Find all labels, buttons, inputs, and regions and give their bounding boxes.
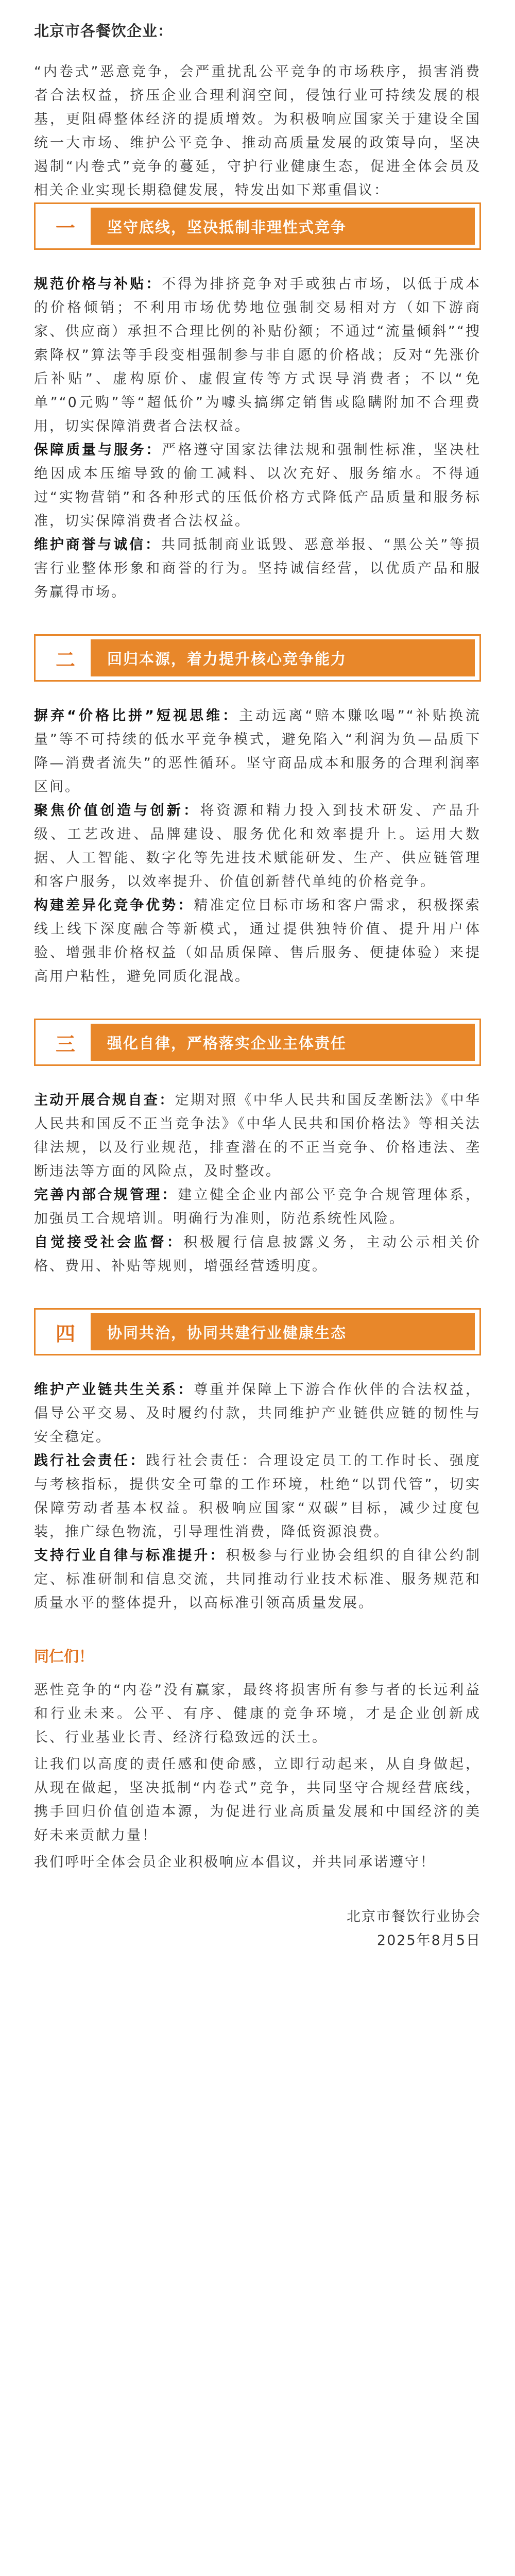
section-header: [34, 1308, 481, 1355]
section: [34, 634, 481, 989]
section-item: [34, 1231, 481, 1278]
section-item: [34, 704, 481, 799]
section-item: [34, 1544, 481, 1615]
section-item: [34, 273, 481, 438]
item-label: 聚焦价值创造与创新：: [34, 803, 200, 819]
item-text: 严格遵守国家法律法规和强制性标准，坚决杜绝因成本压缩导致的偷工减料、以次充好、服务缩水。不得通过“实物营销”和各种形式的压低价格方式降低产品质量和服务标准，切实保障消费者合法权益。: [34, 442, 481, 529]
section-title: 回归本源，着力提升核心竞争能力: [107, 650, 347, 668]
closing-paragraph: 让我们以高度的责任感和使命感，立即行动起来，从自身做起，从现在做起，坚决抵制“内卷式”竞争，共同坚守合规经营底线，携手回归价值创造本源，为促进行业高质量发展和中国经济的美好未来贡献力量！: [34, 1756, 481, 1843]
item-label: 维护产业链共生关系：: [34, 1382, 194, 1398]
signature-org: 北京市餐饮行业协会: [347, 1909, 481, 1925]
section-header-bar: [40, 639, 475, 676]
section-item: [34, 1449, 481, 1544]
item-label: 自觉接受社会监督：: [34, 1234, 184, 1250]
section-item: [34, 533, 481, 604]
section-header-bar: [40, 1024, 475, 1061]
section-header-bar: [40, 1313, 475, 1350]
section-item: [34, 1089, 481, 1183]
section-header: [34, 634, 481, 682]
closing-paragraph: 我们呼吁全体会员企业积极响应本倡议，并共同承诺遵守！: [34, 1854, 436, 1870]
item-text: 将资源和精力投入到技术研发、产品升级、工艺改进、品牌建设、服务优化和效率提升上。运用大数据、人工智能、数字化等先进技术赋能研发、生产、供应链管理和客户服务，以效率提升、价值创新替代单纯的价格竞争。: [34, 803, 482, 890]
item-text: 不得为排挤竞争对手或独占市场，以低于成本的价格倾销；不利用市场优势地位强制交易相对方（如下游商家、供应商）承担不合理比例的补贴份额；不通过“流量倾斜”“搜索降权”算法等手段变相强制参与非自愿的价格战；反对“先涨价后补贴”、虚构原价、虚假宣传等方式误导消费者；不以“免单”“0元购”等“超低价”为噱头搞绑定销售或隐瞒附加不合理费用，切实保障消费者合法权益。: [34, 276, 481, 434]
item-text: 积极履行信息披露义务，主动公示相关价格、费用、补贴等规则，增强经营透明度。: [34, 1234, 482, 1274]
item-label: 维护商誉与诚信：: [34, 537, 161, 553]
section-number: 一: [40, 208, 92, 245]
salutation: 北京市各餐饮企业：: [34, 22, 174, 40]
closing-heading: 同仁们！: [34, 1648, 94, 1665]
item-text: 积极参与行业协会组织的自律公约制定、标准研制和信息交流，共同推动行业技术标准、服务规范和质量水平的整体提升，以高标准引领高质量发展。: [34, 1548, 482, 1611]
item-text: 定期对照《中华人民共和国反垄断法》《中华人民共和国反不正当竞争法》《中华人民共和国价格法》等相关法律法规，以及行业规范，排查潜在的不正当竞争、价格违法、垄断违法等方面的风险点，及时整改。: [34, 1092, 482, 1179]
item-label: 构建差异化竞争优势：: [34, 897, 194, 913]
item-label: 摒弃“价格比拼”短视思维：: [34, 708, 239, 724]
section-number: 三: [40, 1024, 92, 1061]
item-label: 主动开展合规自查：: [34, 1092, 175, 1108]
section-header: [34, 202, 481, 250]
section-header: [34, 1019, 481, 1066]
item-label: 践行社会责任：: [34, 1453, 146, 1469]
item-text: 建立健全企业内部公平竞争合规管理体系，加强员工合规培训。明确行为准则，防范系统性风险。: [34, 1187, 482, 1227]
section-item: [34, 438, 481, 533]
section-number: 二: [40, 639, 92, 676]
section-item: [34, 894, 481, 989]
section-item: [34, 1378, 481, 1449]
closing-block: [34, 1645, 481, 1874]
section-item: [34, 1183, 481, 1231]
item-label: 完善内部合规管理：: [34, 1187, 178, 1203]
section-title: 强化自律，严格落实企业主体责任: [107, 1034, 347, 1052]
intro-paragraph: “内卷式”恶意竞争，会严重扰乱公平竞争的市场秩序，损害消费者合法权益，挤压企业合理利润空间，侵蚀行业可持续发展的根基，更阻碍整体经济的提质增效。为积极响应国家关于建设全国统一大市场、维护公平竞争、推动高质量发展的政策导向，坚决遏制“内卷式”竞争的蔓延，守护行业健康生态，促进全体会员及相关企业实现长期稳健发展，特发出如下郑重倡议：: [34, 64, 481, 198]
item-text: 践行社会责任：合理设定员工的工作时长、强度与考核指标，提供安全可靠的工作环境，杜绝“以罚代管”，切实保障劳动者基本权益。积极响应国家“双碳”目标，减少过度包装，推广绿色物流，引导理性消费，降低资源浪费。: [34, 1453, 482, 1540]
section-number: 四: [40, 1313, 92, 1350]
item-label: 保障质量与服务：: [34, 442, 162, 458]
item-text: 主动远离“赔本赚吆喝”“补贴换流量”等不可持续的低水平竞争模式，避免陷入“利润为负—品质下降—消费者流失”的恶性循环。坚守商品成本和服务的合理利润率区间。: [34, 708, 481, 795]
sections-container: [34, 202, 481, 1615]
section: [34, 1308, 481, 1615]
item-label: 支持行业自律与标准提升：: [34, 1548, 226, 1564]
item-text: 尊重并保障上下游合作伙伴的合法权益，倡导公平交易、及时履约付款，共同维护产业链供应链的韧性与安全稳定。: [34, 1382, 482, 1445]
section: [34, 1019, 481, 1278]
signature-block: [34, 1905, 481, 1953]
item-text: 共同抵制商业诋毁、恶意举报、“黑公关”等损害行业整体形象和商誉的行为。坚持诚信经营，以优质产品和服务赢得市场。: [34, 537, 482, 600]
item-text: 精准定位目标市场和客户需求，积极探索线上线下深度融合等新模式，通过提供独特价值、提升用户体验、增强非价格权益（如品质保障、售后服务、便捷体验）来提高用户粘性，避免同质化混战。: [34, 897, 482, 985]
signature-date: 2025年8月5日: [376, 1933, 481, 1948]
item-label: 规范价格与补贴：: [34, 276, 162, 292]
section-item: [34, 799, 481, 894]
section: [34, 202, 481, 604]
section-title: 坚守底线，坚决抵制非理性式竞争: [107, 218, 347, 236]
section-title: 协同共治，协同共建行业健康生态: [107, 1324, 347, 1342]
section-header-bar: [40, 208, 475, 245]
closing-paragraph: 恶性竞争的“内卷”没有赢家，最终将损害所有参与者的长远利益和行业未来。公平、有序、健康的竞争环境，才是企业创新成长、行业基业长青、经济行稳致远的沃土。: [34, 1682, 481, 1745]
